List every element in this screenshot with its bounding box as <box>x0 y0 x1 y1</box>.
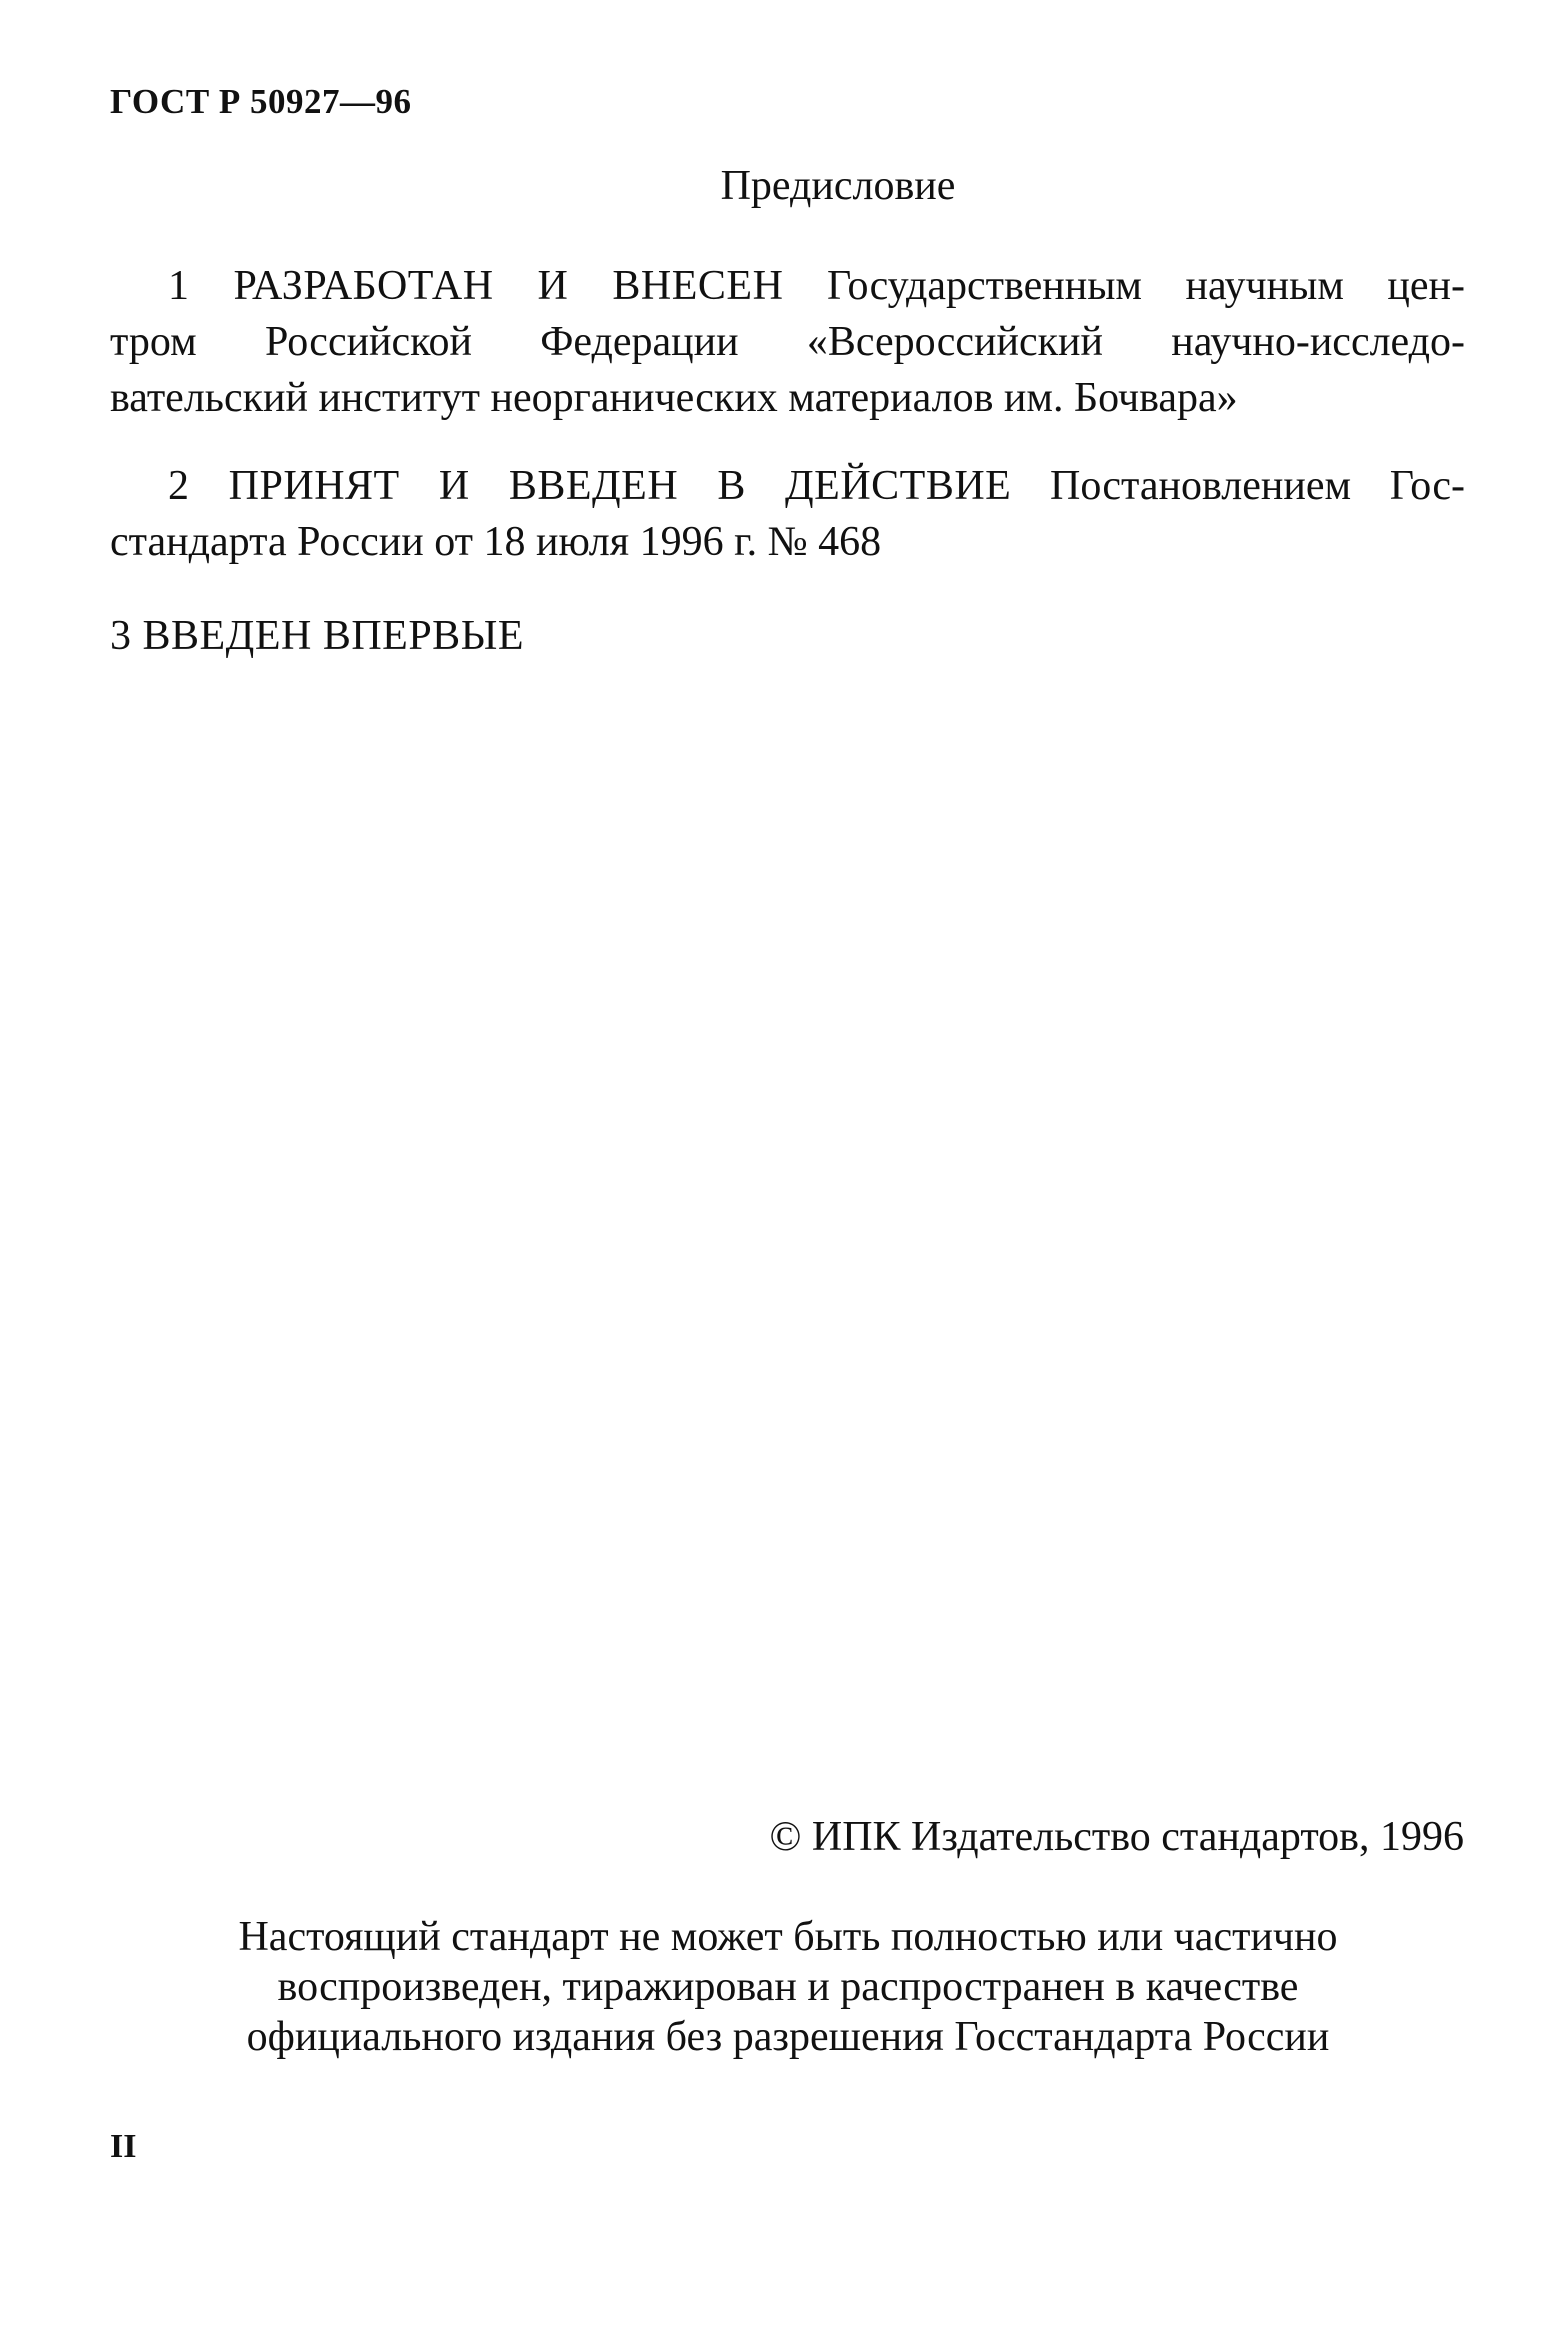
reproduction-notice-line-3: официального издания без разрешения Госстандарта России <box>246 2014 1330 2060</box>
foreword-item-1-line-3: вательский институт неорганических материалов им. Бочвара» <box>110 375 1238 421</box>
foreword-item-2-line-1-rest: Постановлением Гос- <box>1050 463 1465 509</box>
reproduction-notice-line-1: Настоящий стандарт не может быть полностью или частично <box>238 1914 1338 1960</box>
foreword-item-3-lead: 3 ВВЕДЕН ВПЕРВЫЕ <box>110 613 524 659</box>
foreword-item-1-line-2: тром Российской Федерации «Всероссийский научно-исследо- <box>110 319 1465 365</box>
reproduction-notice <box>0 1912 1556 2062</box>
foreword-item-1-line-1 <box>110 258 1465 314</box>
foreword-item-1-lead: 1 РАЗРАБОТАН И ВНЕСЕН <box>168 263 784 309</box>
reproduction-notice-line-2: воспроизведен, тиражирован и распространен в качестве <box>277 1964 1299 2010</box>
copyright-notice: © ИПК Издательство стандартов, 1996 <box>769 1814 1464 1860</box>
standard-code: ГОСТ Р 50927—96 <box>110 82 412 121</box>
foreword-item-2-lead: 2 ПРИНЯТ И ВВЕДЕН В ДЕЙСТВИЕ <box>168 463 1012 509</box>
foreword-item-2 <box>110 458 1465 570</box>
foreword-title: Предисловие <box>720 163 956 209</box>
page-number: II <box>110 2128 137 2165</box>
foreword-item-1 <box>110 258 1465 426</box>
foreword-item-3 <box>110 608 1465 664</box>
foreword-item-1-line-1-rest: Государственным научным цен- <box>826 263 1465 309</box>
foreword-item-2-line-1 <box>110 458 1465 514</box>
foreword-item-2-line-2: стандарта России от 18 июля 1996 г. № 468 <box>110 519 882 565</box>
